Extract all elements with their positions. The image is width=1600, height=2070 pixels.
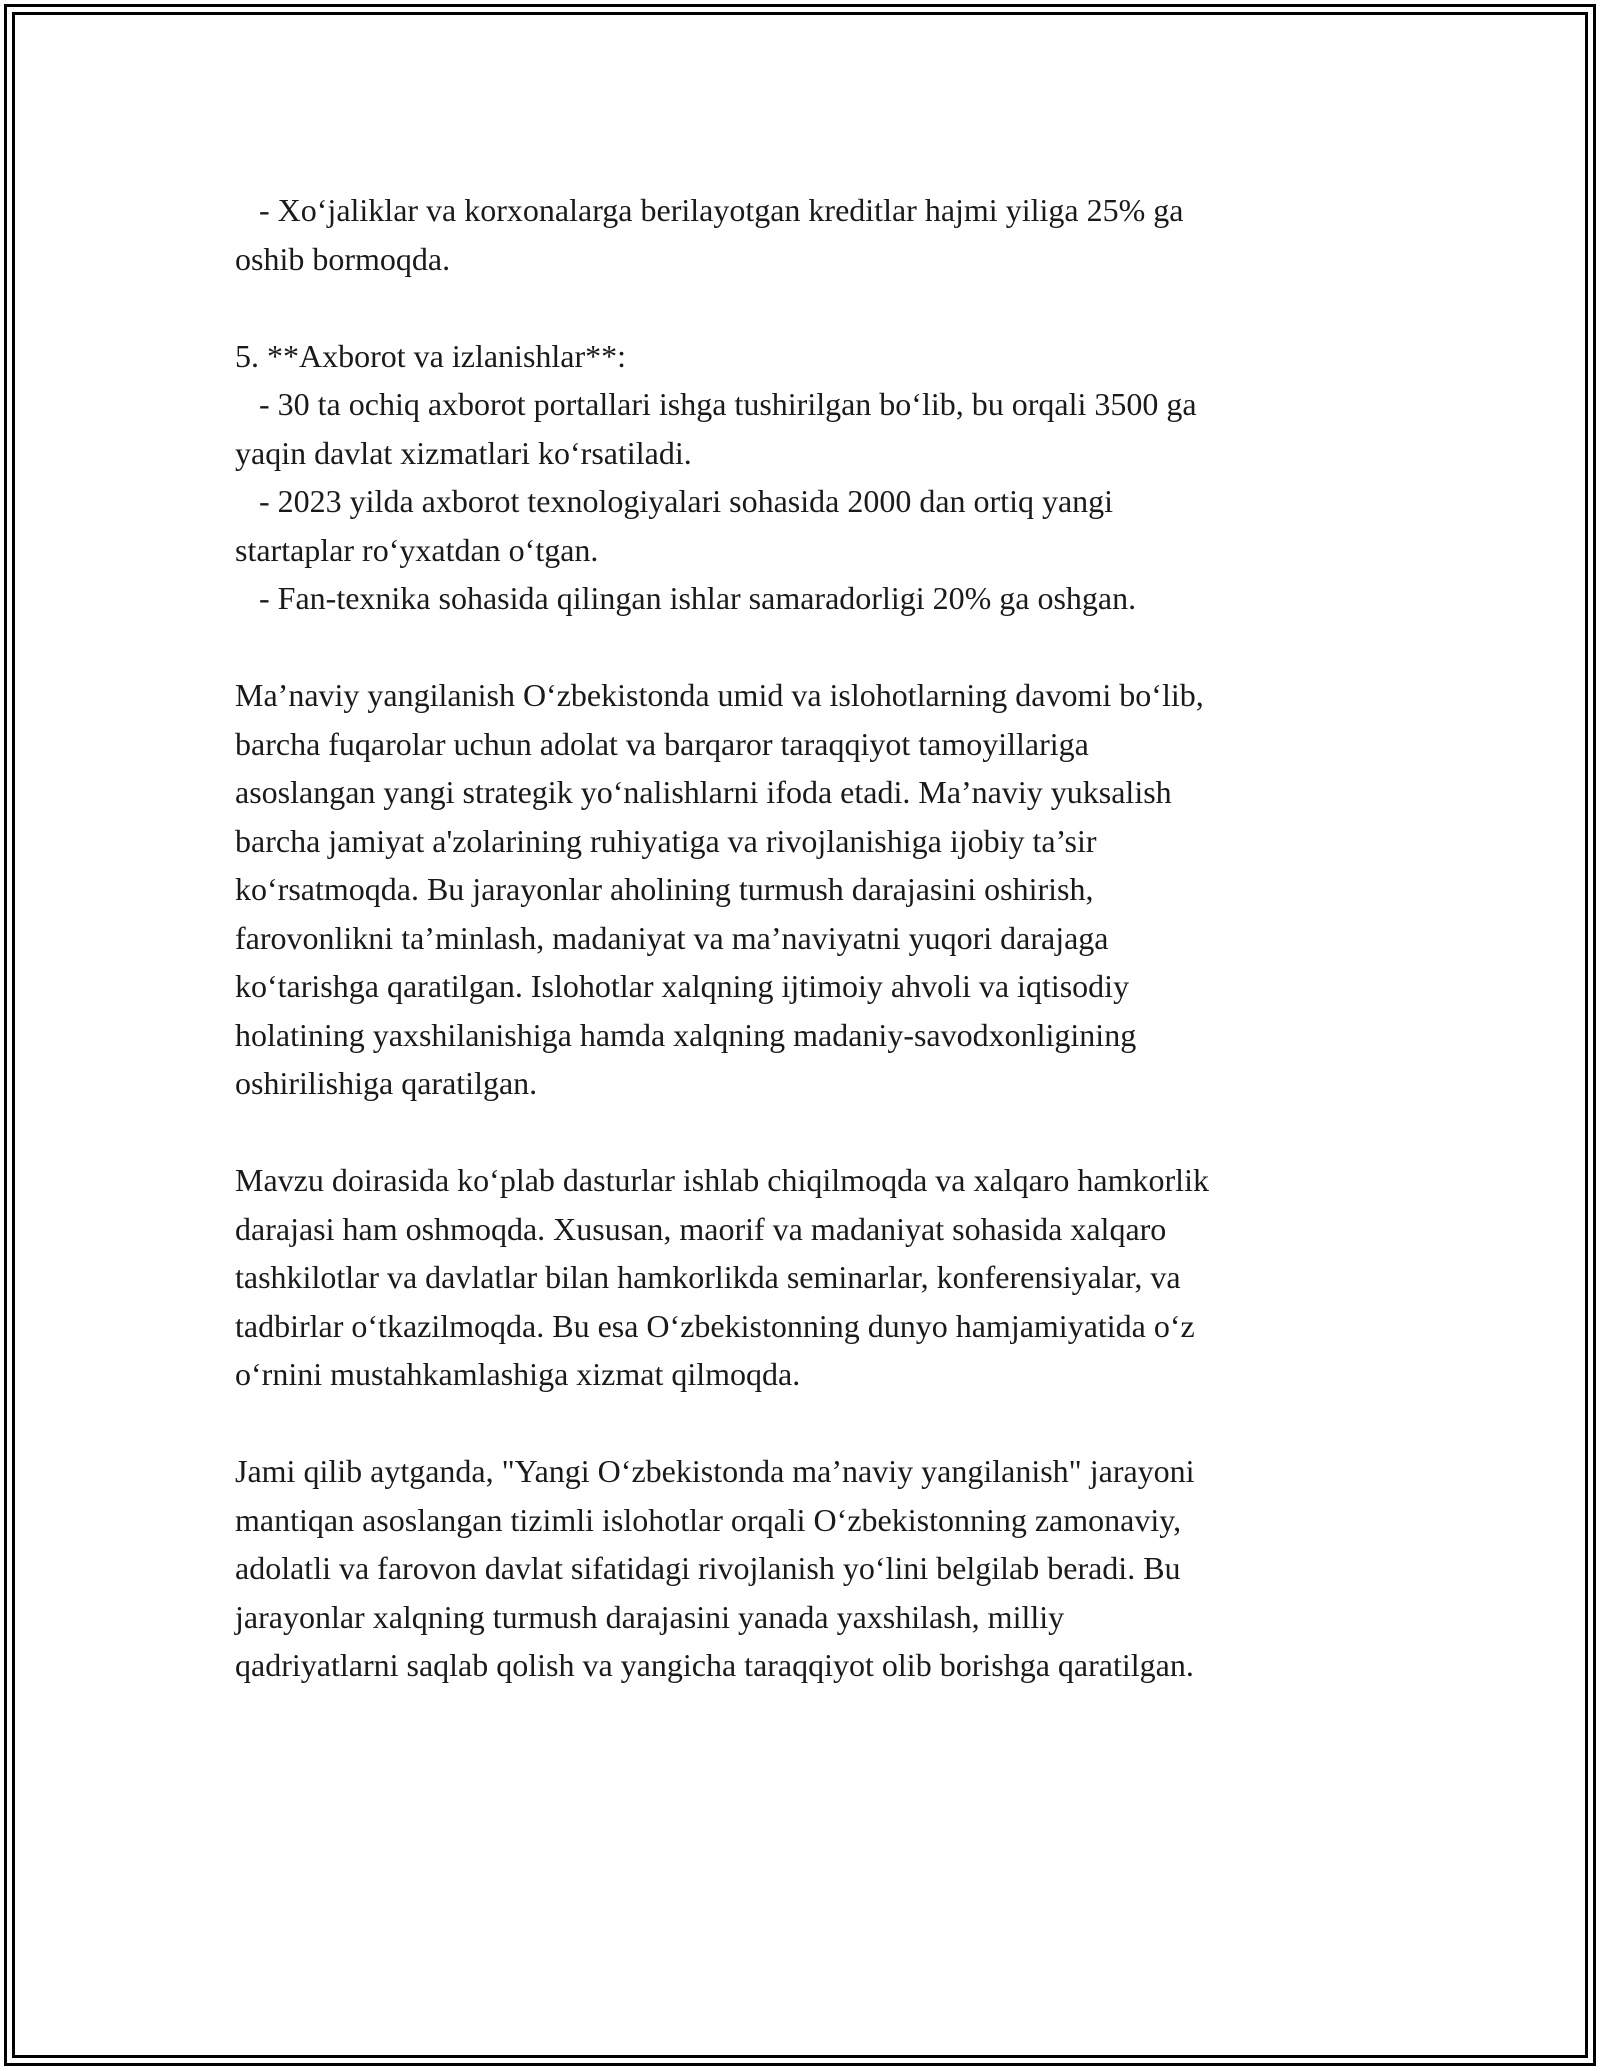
list-item-line: - Fan-texnika sohasida qilingan ishlar samaradorligi 20% ga oshgan. — [235, 580, 1137, 616]
paragraph-spacer — [235, 1399, 1365, 1448]
text-line: barcha jamiyat a'zolarining ruhiyatiga va rivojlanishiga ijobiy ta’sir — [235, 822, 1097, 859]
paragraph-spacer — [235, 283, 1365, 332]
paragraph-credit-growth — [235, 186, 1365, 283]
list-item-line: - 30 ta ochiq axborot portallari ishga tushirilgan bo‘lib, bu orqali 3500 ga — [235, 386, 1197, 422]
document-body — [235, 186, 1365, 1690]
section-axborot-va-izlanishlar — [235, 332, 1365, 623]
list-item-line: startaplar ro‘yxatdan o‘tgan. — [235, 531, 599, 568]
paragraph-manaviy-yangilanish — [235, 671, 1365, 1108]
text-line: asoslangan yangi strategik yo‘nalishlarni ifoda etadi. Ma’naviy yuksalish — [235, 774, 1172, 810]
list-item-line: yaqin davlat xizmatlari ko‘rsatiladi. — [235, 434, 692, 471]
text-line: Jami qilib aytganda, "Yangi O‘zbekistonda ma’naviy yangilanish" jarayoni — [235, 1453, 1195, 1489]
text-line: oshirilishiga qaratilgan. — [235, 1065, 538, 1101]
paragraph-mavzu-doirasida — [235, 1156, 1365, 1399]
text-line: o‘rnini mustahkamlashiga xizmat qilmoqda. — [235, 1356, 801, 1392]
text-line: oshib bormoqda. — [235, 240, 451, 277]
paragraph-spacer — [235, 623, 1365, 672]
text-line: ko‘rsatmoqda. Bu jarayonlar aholining turmush darajasini oshirish, — [235, 871, 1094, 907]
text-line: qadriyatlarni saqlab qolish va yangicha taraqqiyot olib borishga qaratilgan. — [235, 1647, 1194, 1683]
text-line: tashkilotlar va davlatlar bilan hamkorlikda seminarlar, konferensiyalar, va — [235, 1259, 1181, 1295]
text-line: - Xo‘jaliklar va korxonalarga berilayotgan kreditlar hajmi yiliga 25% ga — [235, 192, 1184, 228]
text-line: ko‘tarishga qaratilgan. Islohotlar xalqning ijtimoiy ahvoli va iqtisodiy — [235, 968, 1130, 1004]
paragraph-spacer — [235, 1108, 1365, 1157]
text-line: Mavzu doirasida ko‘plab dasturlar ishlab chiqilmoqda va xalqaro hamkorlik — [235, 1162, 1209, 1198]
text-line: holatining yaxshilanishiga hamda xalqning madaniy-savodxonligining — [235, 1016, 1137, 1053]
text-line: Ma’naviy yangilanish O‘zbekistonda umid va islohotlarning davomi bo‘lib, — [235, 677, 1204, 713]
text-line: farovonlikni ta’minlash, madaniyat va ma’naviyatni yuqori darajaga — [235, 919, 1109, 956]
text-line: darajasi ham oshmoqda. Xususan, maorif va madaniyat sohasida xalqaro — [235, 1210, 1167, 1247]
paragraph-conclusion — [235, 1447, 1365, 1690]
text-line: tadbirlar o‘tkazilmoqda. Bu esa O‘zbekistonning dunyo hamjamiyatida o‘z — [235, 1307, 1195, 1344]
text-line: mantiqan asoslangan tizimli islohotlar orqali O‘zbekistonning zamonaviy, — [235, 1501, 1182, 1538]
list-item-line: - 2023 yilda axborot texnologiyalari sohasida 2000 dan ortiq yangi — [235, 483, 1114, 519]
text-line: barcha fuqarolar uchun adolat va barqaror taraqqiyot tamoyillariga — [235, 725, 1089, 762]
text-line: jarayonlar xalqning turmush darajasini yanada yaxshilash, milliy — [235, 1598, 1065, 1635]
section-heading: 5. **Axborot va izlanishlar**: — [235, 337, 627, 374]
text-line: adolatli va farovon davlat sifatidagi rivojlanish yo‘lini belgilab beradi. Bu — [235, 1550, 1181, 1586]
